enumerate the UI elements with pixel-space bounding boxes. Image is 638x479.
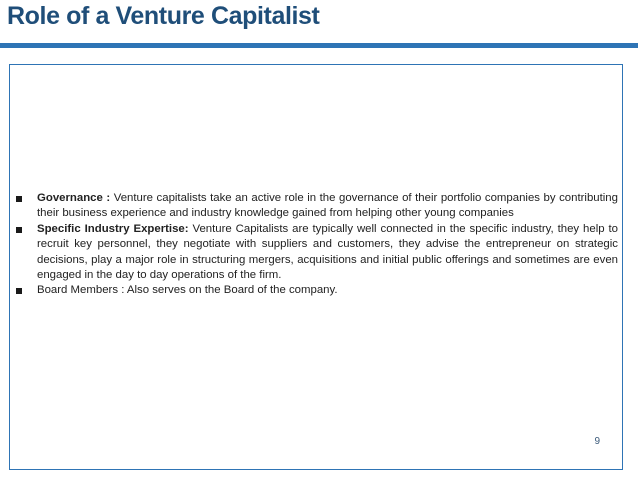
bullet-list	[14, 191, 618, 299]
square-bullet-icon	[16, 227, 22, 233]
content-box	[9, 64, 623, 470]
bullet-item-board-members	[14, 283, 618, 298]
bullet-item-governance	[14, 191, 618, 222]
slide-title: Role of a Venture Capitalist	[7, 2, 320, 30]
bullet-text: Board Members : Also serves on the Board of the company.	[37, 284, 338, 297]
square-bullet-icon	[16, 196, 22, 202]
page-number: 9	[594, 436, 600, 447]
bullet-text: Venture capitalists take an active role in the governance of their portfolio companies by contributing their business experience and industry knowledge gained from helping other young companies	[37, 192, 618, 220]
bullet-term: Specific Industry Expertise:	[37, 222, 189, 235]
square-bullet-icon	[16, 288, 22, 294]
title-divider	[0, 43, 638, 48]
bullet-text: Venture Capitalists are typically well connected in the specific industry, they help to recruit key personnel, they negotiate with suppliers and customers, they advise the entrepreneur on strategic decisions, play a major role in structuring mergers, acquisitions and initial public offerings and sometimes are even engaged in the day to day operations of the firm.	[37, 222, 618, 282]
bullet-item-industry-expertise	[14, 222, 618, 284]
bullet-term: Governance :	[37, 192, 111, 204]
